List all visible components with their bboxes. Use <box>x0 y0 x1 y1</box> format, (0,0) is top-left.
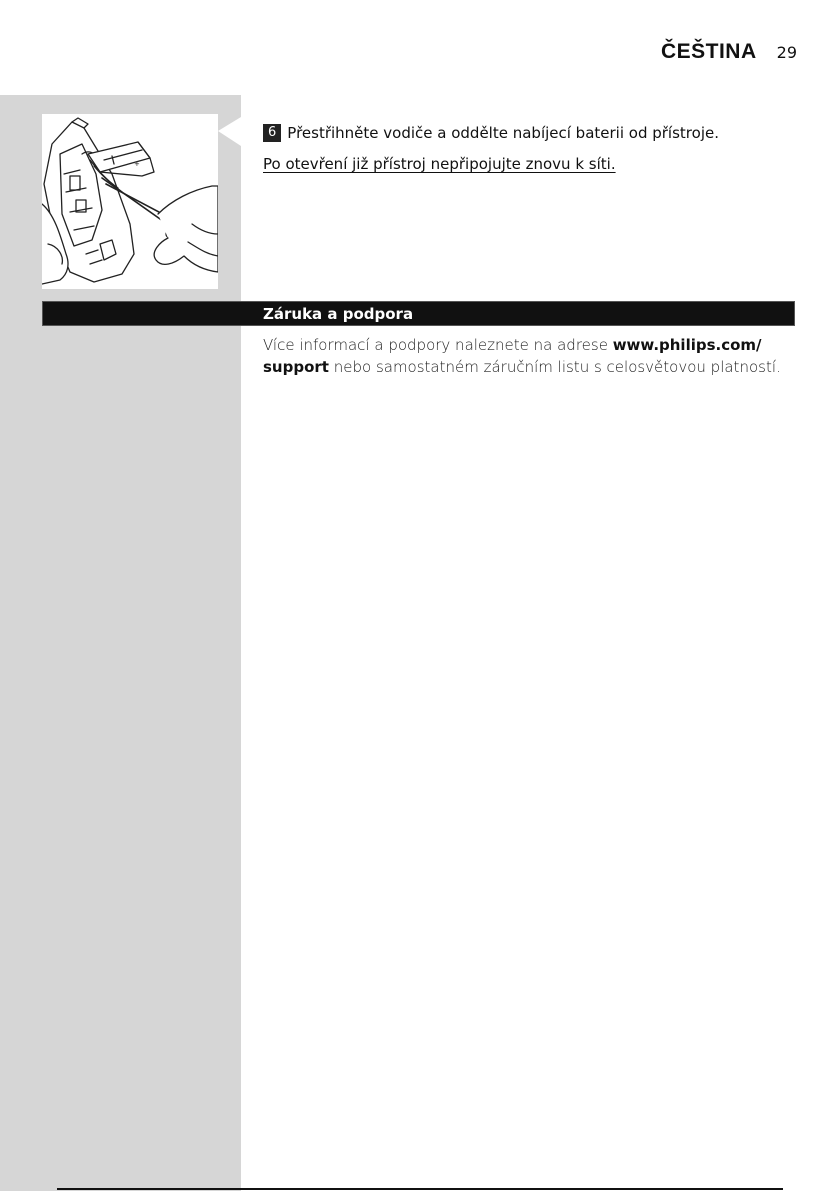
step-6 <box>263 124 719 142</box>
illustration-cutting-wires <box>42 114 218 289</box>
support-text-intro: Více informací a podpory naleznete na adrese <box>263 336 613 354</box>
svg-text:+: + <box>134 160 140 168</box>
section-title: Záruka a podpora <box>263 305 414 323</box>
bottom-rule <box>57 1188 783 1190</box>
page-number: 29 <box>776 43 797 62</box>
language-label: ČEŠTINA <box>660 40 757 63</box>
page-header <box>661 40 797 64</box>
step-text: Přestřihněte vodiče a oddělte nabíjecí baterii od přístroje. <box>287 124 719 142</box>
callout-pointer <box>218 114 241 154</box>
warning-note: Po otevření již přístroj nepřipojujte znovu k síti. <box>263 155 616 173</box>
support-text-outro: nebo samostatném záručním listu s celosvětovou platností. <box>328 358 781 376</box>
support-url[interactable]: www.philips.com/ support <box>263 336 762 376</box>
section-header-bar <box>42 301 795 326</box>
step-number-badge: 6 <box>263 124 281 142</box>
support-paragraph <box>263 334 783 378</box>
